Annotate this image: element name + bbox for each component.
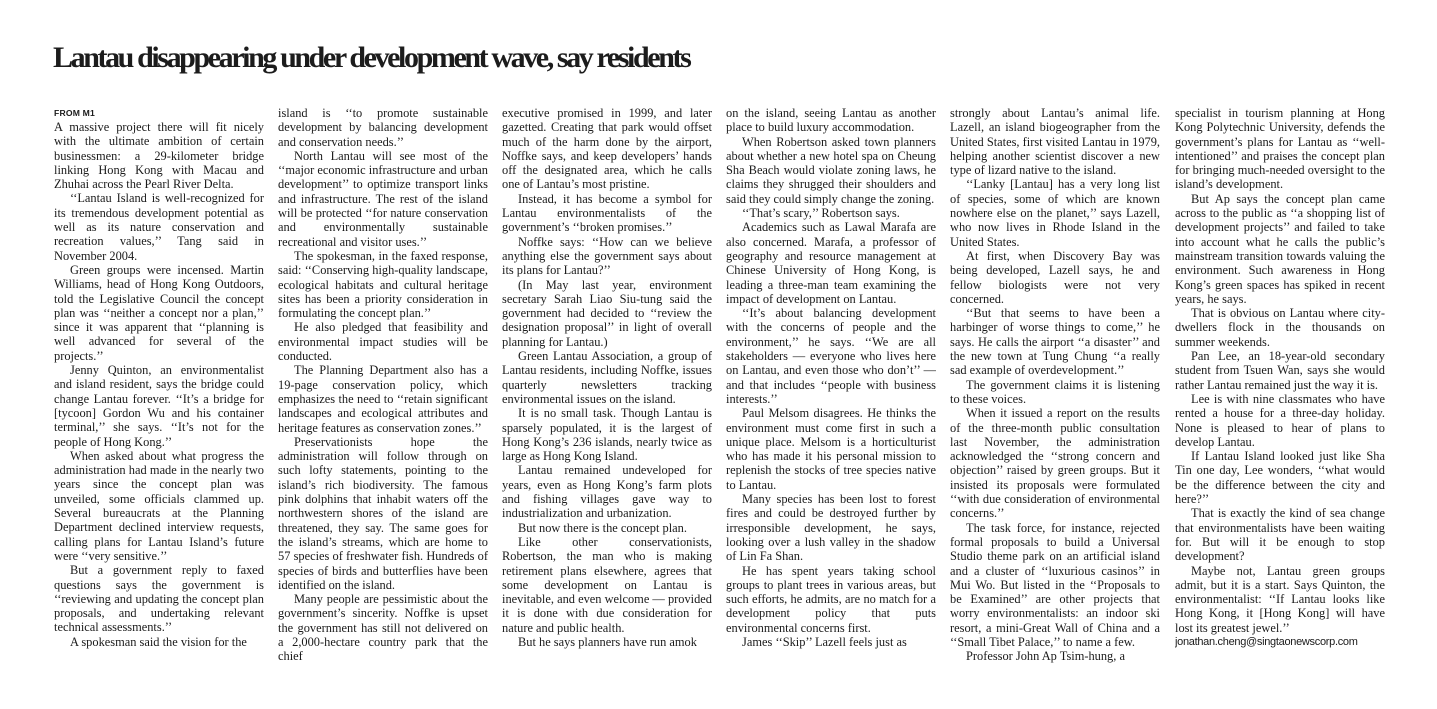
article-column-3 xyxy=(502,106,712,666)
paragraph: The spokesman, in the faxed response, said: ‘‘Conserving high-quality landscape, ecological habitats and cultural heritage sites has been a priority consideration in formulating the concept plan.’’ xyxy=(278,248,488,321)
paragraph: It is no small task. Though Lantau is sparsely populated, it is the largest of Hong Kong’s 236 islands, nearly twice as large as Hong Kong Island. xyxy=(502,406,712,464)
article-column-2 xyxy=(278,106,488,666)
paragraph: Lee is with nine classmates who have rented a house for a three-day holiday. None is pleased to hear of plans to develop Lantau. xyxy=(1175,391,1385,449)
paragraph: When asked about what progress the administration had made in the nearly two years since the concept plan was unveiled, some officials clammed up. Several bureaucrats at the Planning Department declined interview requests, calling plans for Lantau Island’s future were ‘‘very sensitive.’’ xyxy=(54,448,264,563)
paragraph: He has spent years taking school groups to plant trees in various areas, but such efforts, he admits, are no match for a development policy that puts environmental concerns first. xyxy=(726,563,936,635)
headline: Lantau disappearing under development wave, say residents xyxy=(53,41,690,74)
paragraph: When Robertson asked town planners about whether a new hotel spa on Cheung Sha Beach would violate zoning laws, he claims they shrugged their shoulders and said they could simply change the zoning. xyxy=(726,134,936,206)
paragraph: (In May last year, environment secretary Sarah Liao Siu-tung said the government had decided to ‘‘review the designation proposal’’ in light of overall planning for Lantau.) xyxy=(502,277,712,349)
paragraph: James ‘‘Skip’’ Lazell feels just as xyxy=(742,634,907,649)
paragraph: If Lantau Island looked just like Sha Tin one day, Lee wonders, ‘‘what would be the difference between the city and here?’’ xyxy=(1175,449,1385,507)
paragraph: Many people are pessimistic about the government’s sincerity. Noffke is upset the government has still not delivered on a 2,000-hectare country park that the chief xyxy=(278,592,488,664)
author-email: jonathan.cheng@singtaonewscorp.com xyxy=(1175,635,1358,648)
paragraph: Instead, it has become a symbol for Lantau environmentalists of the government’s ‘‘broken promises.’’ xyxy=(502,191,712,235)
paragraph: But he says planners have run amok xyxy=(518,634,697,649)
paragraph: When it issued a report on the results of the three-month public consultation last November, the administration acknowledged the ‘‘strong concern and objection’’ raised by green groups. But it insisted its proposals were formulated ‘‘with due consideration of environmental concerns.’’ xyxy=(950,406,1160,521)
paragraph: At first, when Discovery Bay was being developed, Lazell says, he and fellow biologists were not very concerned. xyxy=(950,248,1160,306)
paragraph: But Ap says the concept plan came across to the public as ‘‘a shopping list of development projects’’ and failed to take into account what he calls the public’s mainstream transition towards valuing the environment. Such awareness in Hong Kong’s green spaces has spiked in recent years, he says. xyxy=(1175,191,1385,306)
paragraph: ‘‘That’s scary,’’ Robertson says. xyxy=(742,206,900,221)
paragraph: Professor John Ap Tsim-hung, a xyxy=(966,649,1125,664)
paragraph: ‘‘But that seems to have been a harbinger of worse things to come,’’ he says. He calls the airport ‘‘a disaster’’ and the new town at Tung Chung ‘‘a really sad example of overdevelopment.’’ xyxy=(950,306,1160,378)
paragraph: Jenny Quinton, an environmentalist and island resident, says the bridge could change Lantau forever. ‘‘It’s a bridge for [tycoon] Gordon Wu and his container terminal,’’ she says. ‘‘It’s not for the people of Hong Kong.’’ xyxy=(54,363,264,449)
paragraph: specialist in tourism planning at Hong Kong Polytechnic University, defends the government’s plans for Lantau as ‘‘well-intentioned’’ and praises the concept plan for bringing much-needed oversight to the island’s development. xyxy=(1175,106,1385,192)
paragraph: A massive project there will fit nicely with the ultimate ambition of certain businessmen: a 29-kilometer bridge linking Hong Kong with Macau and Zhuhai across the Pearl River Delta. xyxy=(54,120,264,192)
paragraph: The government claims it is listening to these voices. xyxy=(950,377,1160,406)
paragraph: Green groups were incensed. Martin Williams, head of Hong Kong Outdoors, told the Legislative Council the concept plan was ‘‘neither a concept nor a plan,’’ since it was apparent that ‘‘planning is well advanced for several of the projects.’’ xyxy=(54,262,264,363)
paragraph: The Planning Department also has a 19-page conservation policy, which emphasizes the need to ‘‘retain significant landscapes and ecological attributes and heritage features as conservation zones.’’ xyxy=(278,363,488,435)
paragraph: Preservationists hope the administration will follow through on such lofty statements, pointing to the island’s rich biodiversity. The famous pink dolphins that inhabit waters off the northwestern shores of the island are threatened, they say. The same goes for the island’s streams, which are home to 57 species of freshwater fish. Hundreds of species of birds and butterflies have been identified on the island. xyxy=(278,434,488,592)
paragraph: island is ‘‘to promote sustainable development by balancing development and conservation needs.’’ xyxy=(278,106,488,149)
continued-from-label: FROM M1 xyxy=(54,108,96,118)
paragraph: The task force, for instance, rejected formal proposals to build a Universal Studio theme park on an artificial island and a cluster of ‘‘luxurious casinos’’ in Mui Wo. But listed in the ‘‘Proposals to be Examined’’ are other projects that worry environmentalists: an indoor ski resort, a mini-Great Wall of China and a ‘‘Small Tibet Palace,’’ to name a few. xyxy=(950,520,1160,649)
paragraph: on the island, seeing Lantau as another place to build luxury accommodation. xyxy=(726,106,936,135)
paragraph: Academics such as Lawal Marafa are also concerned. Marafa, a professor of geography and resource management at Chinese University of Hong Kong, is leading a three-man team examining the impact of development on Lantau. xyxy=(726,220,936,306)
paragraph: Like other conservationists, Robertson, the man who is making retirement plans elsewhere, agrees that some development on Lantau is inevitable, and even welcome — provided it is done with due consideration for nature and public health. xyxy=(502,534,712,635)
article-column-1 xyxy=(54,106,264,666)
article-column-4 xyxy=(726,106,936,666)
paragraph: Noffke says: ‘‘How can we believe anything else the government says about its plans for Lantau?’’ xyxy=(502,234,712,278)
paragraph: Green Lantau Association, a group of Lantau residents, including Noffke, issues quarterly newsletters tracking environmental issues on the island. xyxy=(502,349,712,406)
paragraph: ‘‘Lanky [Lantau] has a very long list of species, some of which are known nowhere else on the planet,’’ says Lazell, who now lives in Rhode Island in the United States. xyxy=(950,177,1160,249)
paragraph: Maybe not, Lantau green groups admit, but it is a start. Says Quinton, the environmentalist: ‘‘If Lantau looks like Hong Kong, it [Hong Kong] will have lost its greatest jewel.’’ xyxy=(1175,563,1385,635)
paragraph: But now there is the concept plan. xyxy=(518,520,687,535)
paragraph: Lantau remained undeveloped for years, even as Hong Kong’s farm plots and fishing villages gave way to industrialization and urbanization. xyxy=(502,463,712,521)
paragraph: ‘‘It’s about balancing development with the concerns of people and the environment,’’ he says. ‘‘We are all stakeholders — everyone who lives here on Lantau, and even those who don’t’’ — and that includes ‘‘people with business interests.’’ xyxy=(726,306,936,406)
paragraph: ‘‘Lantau Island is well-recognized for its tremendous development potential as well as its nature conservation and recreation values,’’ Tang said in November 2004. xyxy=(54,191,264,263)
paragraph: He also pledged that feasibility and environmental impact studies will be conducted. xyxy=(278,320,488,364)
paragraph: That is exactly the kind of sea change that environmentalists have been waiting for. But will it be enough to stop development? xyxy=(1175,506,1385,564)
article-column-6 xyxy=(1175,106,1385,666)
paragraph: Paul Melsom disagrees. He thinks the environment must come first in such a unique place. Melsom is a horticulturist who has made it his personal mission to replenish the stocks of tree species native to Lantau. xyxy=(726,406,936,492)
paragraph: Pan Lee, an 18-year-old secondary student from Tsuen Wan, says she would rather Lantau remained just the way it is. xyxy=(1175,349,1385,392)
paragraph: executive promised in 1999, and later gazetted. Creating that park would offset much of the harm done by the airport, Noffke says, and keep developers’ hands off the designated area, which he calls one of Lantau’s most pristine. xyxy=(502,106,712,192)
article-column-5 xyxy=(950,106,1160,666)
paragraph: A spokesman said the vision for the xyxy=(70,634,247,649)
paragraph: But a government reply to faxed questions says the government is ‘‘reviewing and updating the concept plan proposals, and undertaking relevant technical assessments.’’ xyxy=(54,563,264,635)
paragraph: North Lantau will see most of the ‘‘major economic infrastructure and urban development’’ to optimize transport links and infrastructure. The rest of the island will be protected ‘‘for nature conservation and environmentally sustainable recreational and visitor uses.’’ xyxy=(278,148,488,249)
paragraph: That is obvious on Lantau where city-dwellers flock in the thousands on summer weekends. xyxy=(1175,306,1385,349)
paragraph: strongly about Lantau’s animal life. Lazell, an island biogeographer from the United States, first visited Lantau in 1979, helping another scientist discover a new type of lizard native to the island. xyxy=(950,106,1160,178)
paragraph: Many species has been lost to forest fires and could be destroyed further by irresponsible development, he says, looking over a lush valley in the shadow of Lin Fa Shan. xyxy=(726,492,936,564)
